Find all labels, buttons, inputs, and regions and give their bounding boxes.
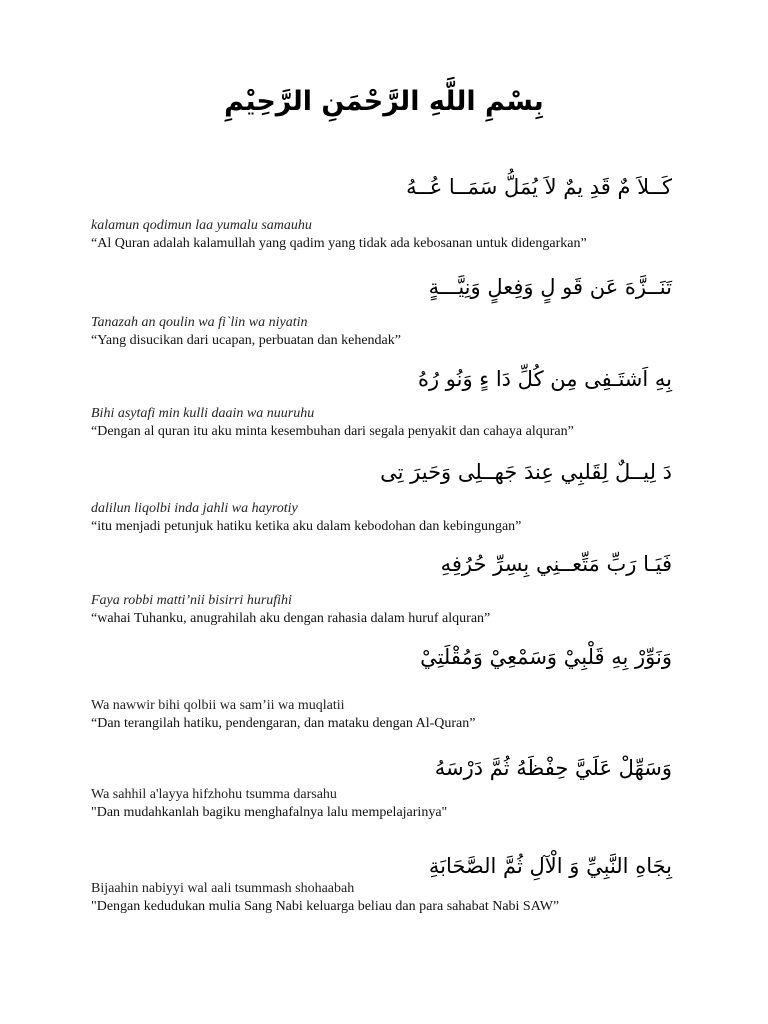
verse-arabic: دَ لِيــلٌ لِقَلبِي عِندَ جَهــلِى وَحَيرَ تِى [380,460,672,484]
verse-meaning: “Yang disucikan dari ucapan, perbuatan dan kehendak” [91,333,401,348]
verse-arabic: بِجَاهِ النَّبِيِّ وَ الْآلِ ثُمَّ الصَّحَابَةِ [428,854,672,878]
verse-arabic: فَيَـا رَبِّ مَتِّعــنِي بِسِرِّ حُرُفِهِ [440,552,672,576]
verse-meaning: “itu menjadi petunjuk hatiku ketika aku dalam kebodohan dan kebingungan” [91,519,522,534]
verse-transliteration: dalilun liqolbi inda jahli wa hayrotiy [91,501,298,516]
verse-arabic: كَــلاَ مٌ قَدِ يمٌ لاَ يُمَلُّ سَمَــا عُــهُ [406,175,672,199]
verse-transliteration: Faya robbi matti’nii bisirri hurufihi [91,593,292,608]
verse-transliteration: Wa nawwir bihi qolbii wa sam’ii wa muqlatii [91,698,345,713]
verse-meaning: “Al Quran adalah kalamullah yang qadim yang tidak ada kebosanan untuk didengarkan” [91,236,587,251]
verse-meaning: "Dan mudahkanlah bagiku menghafalnya lalu mempelajarinya" [91,805,448,820]
verse-arabic: وَسَهِّلْ عَلَيَّ حِفْظَهُ ثُمَّ دَرْسَهُ [434,756,672,780]
verse-transliteration: kalamun qodimun laa yumalu samauhu [91,218,312,233]
verse-transliteration: Wa sahhil a'layya hifzhohu tsumma darsahu [91,787,337,802]
verse-arabic: بِهِ اَشتَـفِى مِن كُلِّ دَا ءٍ وَنُو رُهُ [417,367,672,391]
verse-meaning: “Dengan al quran itu aku minta kesembuhan dari segala penyakit dan cahaya alquran” [91,424,574,439]
verse-transliteration: Tanazah an qoulin wa fi`lin wa niyatin [91,315,308,330]
verse-transliteration: Bijaahin nabiyyi wal aali tsummash shohaabah [91,881,355,896]
verse-transliteration: Bihi asytafi min kulli daain wa nuuruhu [91,406,315,421]
verse-arabic: وَنَوِّرْ بِهِ قَلْبِيْ وَسَمْعِيْ وَمُقْلَتِيْ [420,645,672,669]
verse-meaning: "Dengan kedudukan mulia Sang Nabi keluarga beliau dan para sahabat Nabi SAW” [91,899,560,914]
verse-meaning: “wahai Tuhanku, anugrahilah aku dengan rahasia dalam huruf alquran” [91,611,491,626]
verse-arabic: تَنَــزَّهَ عَن قَو لٍ وَفِعلٍ وَنِيَّـــةٍ [428,275,672,299]
verse-meaning: “Dan terangilah hatiku, pendengaran, dan mataku dengan Al-Quran” [91,716,476,731]
basmalah-heading: بِسْمِ اللَّهِ الرَّحْمَنِ الرَّحِيْمِ [224,86,544,117]
